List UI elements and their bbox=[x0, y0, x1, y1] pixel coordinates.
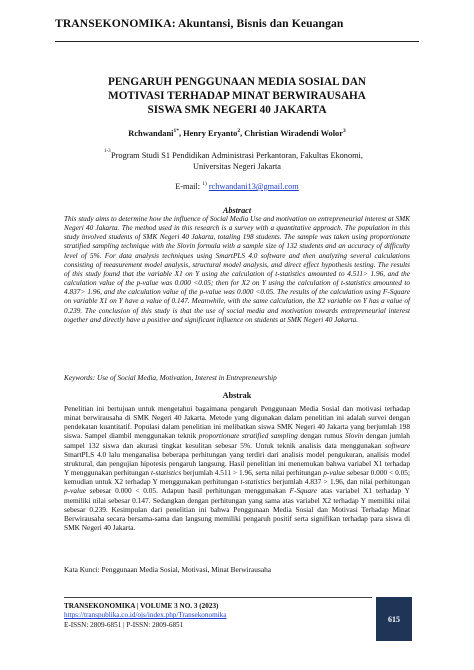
affiliation-sup: 1-3 bbox=[104, 149, 111, 154]
affiliation bbox=[55, 150, 419, 173]
author-sup: 3 bbox=[342, 128, 346, 134]
footer bbox=[64, 602, 374, 630]
journal-header: TRANSEKONOMIKA: Akuntansi, Bisnis dan Keuangan bbox=[55, 17, 344, 30]
author-sup: 1* bbox=[173, 128, 179, 134]
title-line: PENGARUH PENGGUNAAN MEDIA SOSIAL DAN bbox=[108, 76, 366, 88]
article-title bbox=[55, 75, 419, 118]
abstract-body: This study aims to determine how the influence of Social Media Use and motivation on entrepreneurial interest at SMK Negeri 40 Jakarta. The method used in this research is a survey with a quantitative approach. The population in this study involved students of SMK Negeri 40 Jakarta, totaling 198 students. The sample was taken using proportionate stratified sampling technique with the Slovin formula with a sample size of 132 students and an accuracy of difficulty level of 5%. For data analysis techniques using SmartPLS 4.0 software and then analyzing several calculations consisting of measurement model analysis, structural model analysis, and direct effect hypothesis testing. The results of this study found that the variable X1 on Y using the calculation of t-statistics amounted to 4.511> 1.96, and the calculation value of the p-value was 0.000 <0.05; then for X2 on Y using the calculation of t-statistics amounted to 4.837> 1.96, and the calculation value of the p-value was 0.000 <0.05. The results of the calculation using F-Square on variable X1 on Y have a value of 0.147. Meanwhile, with the same calculation, the X2 variable on Y has a value of 0.239. The conclusion of this study is that the use of social media and motivation towards entrepreneurial interest together and directly have a positive and significant influence on students at SMK Negeri 40 Jakarta. bbox=[64, 215, 410, 324]
keywords-en: Keywords: Use of Social Media, Motivation, Interest in Entrepreneurship bbox=[64, 374, 277, 382]
footer-url-link[interactable]: https://transpublika.co.id/ojs/index.php/Transekonomika bbox=[64, 611, 227, 620]
header-divider bbox=[55, 41, 419, 42]
abstrak-heading: Abstrak bbox=[222, 391, 252, 400]
author-name: Rchwandani bbox=[128, 128, 174, 138]
footer-divider bbox=[64, 597, 372, 598]
keywords-id: Kata Kunci: Penggunaan Media Sosial, Motivasi, Minat Berwirausaha bbox=[64, 565, 272, 574]
author-name: Henry Eryanto bbox=[183, 128, 238, 138]
author-list: Rchwandani$^{1*}$, Henry Eryanto$^2$, Christian Wiradendi Wolor$^3$ bbox=[128, 128, 346, 138]
email-line bbox=[55, 181, 419, 191]
affiliation-line: Program Studi S1 Pendidikan Administrasi Perkantoran, Fakultas Ekonomi, bbox=[111, 151, 363, 160]
footer-issn: E-ISSN: 2809-6851 | P-ISSN: 2809-6851 bbox=[64, 620, 184, 629]
author-sup: 2 bbox=[237, 128, 241, 134]
email-link[interactable]: rchwandani13@gmail.com bbox=[208, 181, 299, 191]
title-line: SISWA SMK NEGERI 40 JAKARTA bbox=[147, 104, 327, 117]
author-name: Christian Wiradendi Wolor bbox=[244, 128, 343, 138]
abstract-heading: Abstract bbox=[222, 206, 252, 215]
email-sup: 1) bbox=[202, 181, 207, 187]
email-label: E-mail: bbox=[175, 181, 201, 191]
affiliation-line: Universitas Negeri Jakarta bbox=[192, 162, 281, 172]
page-number: 615 bbox=[376, 597, 412, 641]
footer-journal: TRANSEKONOMIKA | VOLUME 3 NO. 3 (2023) bbox=[64, 602, 219, 610]
abstrak-body: Penelitian ini bertujuan untuk mengetahui bagaimana pengaruh Penggunaan Media Sosial dan motivasi terhadap minat berwirausaha di SMK Negeri 40 Jakarta. Metode yang digunakan dalam penelitian ini adalah survei dengan pendekatan kuantitatif. Populasi dalam penelitian ini melibatkan siswa SMK Negeri 40 Jakarta yang berjumlah 198 siswa. Sampel diambil menggunakan teknik proportionate stratified sampling dengan rumus Slovin dengan jumlah sampel 132 siswa dan akurasi tingkat kesulitan sebesar 5%. Untuk teknik analisis data menggunakan software SmartPLS 4.0 lalu menganalisa beberapa perhitungan yang terdiri dari analisis model pengukuran, analisis model struktural, dan pengujian hipotesis pengaruh langsung. Hasil penelitian ini menemukan bahwa variabel X1 terhadap Y menggunakan perhitungan t-statistics berjumlah 4.511 > 1.96, serta nilai perhitungan p-value sebesar 0.000 < 0.05; kemudian untuk X2 terhadap Y menggunakan perhitungan t-statistics berjumlah 4.837 > 1.96, dan nilai perhitungan p-value sebesar 0.000 < 0.05. Adapun hasil perhitungan menggunakan F-Square atas variabel X1 terhadap Y memiliki nilai sebesar 0.147. Sedangkan dengan perhitungan yang sama atas variabel X2 terhadap Y memiliki nilai sebesar 0.239. Kesimpulan dari penelitian ini bahwa Penggunaan Media Sosial dan Motivasi Terhadap Minat Berwirausaha secara bersama-sama dan langsung memiliki pengaruh positif serta signifikan terhadap para siswa di SMK Negeri 40 Jakarta. bbox=[64, 404, 410, 533]
title-line: MOTIVASI TERHADAP MINAT BERWIRAUSAHA bbox=[108, 90, 366, 103]
